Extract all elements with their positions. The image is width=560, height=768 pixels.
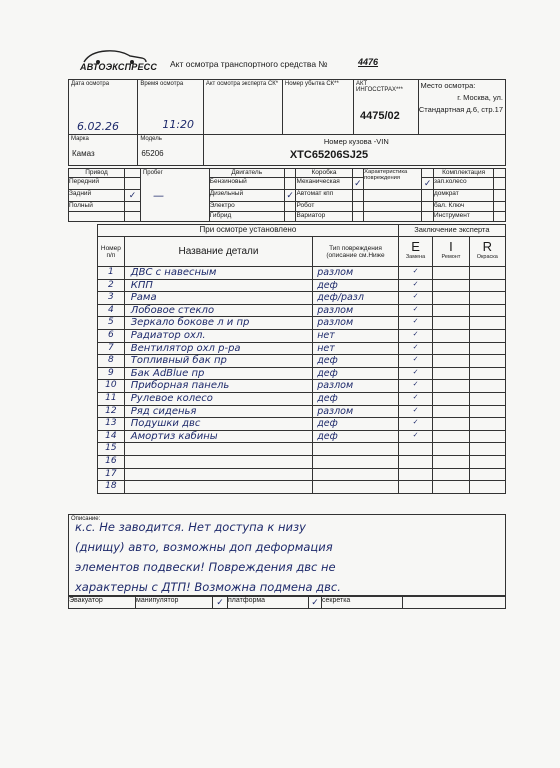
- description-table: [68, 514, 506, 596]
- repair-mark: [433, 418, 469, 431]
- paint-mark: [469, 430, 505, 443]
- table-row: [98, 267, 506, 280]
- repair-mark: [433, 279, 469, 292]
- parts-table: При осмотре установлено Заключение эксперта Номер п/п Название детали Тип повреждения (описание см.Ниже E Замена I Ремонт R Окраска 1 ДВС с навесным разлом ✓ 2 КПП деф ✓ 3 Рама деф/разл ✓ 4 Лобовое стекло разлом ✓ 5 Зеркало бокове л и пр разлом ✓ 6 Радиатор охл. нет ✓ 7 Вентилятор охл р-ра нет ✓ 8 Топливный бак пр деф ✓ 9 Бак AdBlue пр деф ✓ 10 Приборная панель разлом ✓ 11 Рулевое колесо деф ✓ 12 Ряд сиденья разлом ✓ 13 Подушки двс деф ✓ 14 Амортиз кабины деф ✓ 15 16 17 18: [97, 224, 506, 494]
- repair-mark: [433, 329, 469, 342]
- expert-act-cell: Акт осмотра эксперта СК*: [203, 80, 282, 135]
- paint-mark: [469, 481, 505, 494]
- repair-mark: [433, 468, 469, 481]
- paint-mark: [469, 342, 505, 355]
- repair-mark: [433, 304, 469, 317]
- ingos-act-cell: АКТ ИНГОССТРАХ*** 4475/02: [354, 80, 419, 135]
- repair-mark: [433, 380, 469, 393]
- act-number: 4476: [358, 57, 379, 67]
- replace-mark: ✓: [398, 342, 432, 355]
- table-row: [98, 418, 506, 431]
- table-row: [98, 304, 506, 317]
- model-cell: Модель 65206: [138, 135, 204, 166]
- table-row: [98, 342, 506, 355]
- repair-mark: [433, 267, 469, 280]
- damage-type: деф: [313, 355, 399, 368]
- inspection-title: При осмотре установлено: [98, 225, 399, 237]
- damage-type: [313, 443, 399, 456]
- table-row: [98, 443, 506, 456]
- paint-mark: [469, 392, 505, 405]
- table-row: [98, 481, 506, 494]
- damage-type: деф: [313, 418, 399, 431]
- part-number: 2: [98, 279, 125, 292]
- part-name: [124, 481, 312, 494]
- damage-type: нет: [313, 329, 399, 342]
- part-name: Ряд сиденья: [124, 405, 312, 418]
- part-number: 18: [98, 481, 125, 494]
- logo-text: АВТОЭКСПРЕСС: [80, 62, 158, 72]
- description-line-1: к.с. Не заводится. Нет доступа к низу: [75, 520, 306, 534]
- repair-mark: [433, 430, 469, 443]
- paint-mark: [469, 329, 505, 342]
- date-cell: Дата осмотра 6.02.26: [69, 80, 138, 135]
- part-number: 15: [98, 443, 125, 456]
- date-value: 6.02.26: [77, 120, 119, 133]
- part-name: [124, 443, 312, 456]
- part-number: 14: [98, 430, 125, 443]
- replace-mark: ✓: [398, 418, 432, 431]
- replace-mark: ✓: [398, 430, 432, 443]
- part-name: КПП: [124, 279, 312, 292]
- vin-cell: Номер кузова -VIN XTC65206SJ25: [203, 135, 505, 166]
- table-row: [98, 367, 506, 380]
- part-number: 13: [98, 418, 125, 431]
- table-row: [98, 279, 506, 292]
- paint-mark: [469, 468, 505, 481]
- part-number: 17: [98, 468, 125, 481]
- paint-mark: [469, 267, 505, 280]
- paint-mark: [469, 279, 505, 292]
- part-name: ДВС с навесным: [124, 267, 312, 280]
- damage-type: деф: [313, 279, 399, 292]
- paint-mark: [469, 455, 505, 468]
- damage-type: [313, 455, 399, 468]
- conclusion-title: Заключение эксперта: [398, 225, 505, 237]
- description-line-3: элементов подвески! Повреждения двс не: [75, 560, 336, 574]
- footer-table: Эвакуатор манипулятор ✓ платформа ✓ секретка: [68, 596, 506, 609]
- replace-mark: ✓: [398, 279, 432, 292]
- paint-mark: [469, 367, 505, 380]
- paint-mark: [469, 317, 505, 330]
- location-cell: Место осмотра: г. Москва, ул. Стандартная д.6, стр.17: [418, 80, 505, 135]
- table-row: [98, 355, 506, 368]
- repair-mark: [433, 342, 469, 355]
- table-row: [98, 430, 506, 443]
- part-number: 6: [98, 329, 125, 342]
- replace-mark: [398, 468, 432, 481]
- repair-mark: [433, 481, 469, 494]
- act-title: Акт осмотра транспортного средства №: [170, 59, 328, 69]
- repair-mark: [433, 317, 469, 330]
- replace-mark: ✓: [398, 355, 432, 368]
- vin-value: XTC65206SJ25: [289, 149, 369, 161]
- repair-mark: [433, 292, 469, 305]
- part-name: [124, 455, 312, 468]
- part-name: Подушки двс: [124, 418, 312, 431]
- replace-mark: ✓: [398, 405, 432, 418]
- table-row: [98, 380, 506, 393]
- damage-type: разлом: [313, 267, 399, 280]
- part-number: 8: [98, 355, 125, 368]
- replace-mark: ✓: [398, 304, 432, 317]
- part-number: 7: [98, 342, 125, 355]
- paint-mark: [469, 304, 505, 317]
- part-number: 10: [98, 380, 125, 393]
- part-name: Приборная панель: [124, 380, 312, 393]
- description-line-4: характерны с ДТП! Возможна подмена двс.: [75, 580, 341, 594]
- damage-type: [313, 481, 399, 494]
- paint-mark: [469, 355, 505, 368]
- part-number: 9: [98, 367, 125, 380]
- paint-mark: [469, 443, 505, 456]
- damage-type: разлом: [313, 380, 399, 393]
- paint-mark: [469, 418, 505, 431]
- part-name: Зеркало бокове л и пр: [124, 317, 312, 330]
- time-value: 11:20: [162, 118, 195, 131]
- part-name: Бак AdBlue пр: [124, 367, 312, 380]
- damage-type: деф: [313, 367, 399, 380]
- part-number: 4: [98, 304, 125, 317]
- part-name: Вентилятор охл р-ра: [124, 342, 312, 355]
- replace-mark: [398, 455, 432, 468]
- model-value: 65206: [141, 149, 164, 158]
- repair-mark: [433, 392, 469, 405]
- part-name: Амортиз кабины: [124, 430, 312, 443]
- part-number: 1: [98, 267, 125, 280]
- part-name: [124, 468, 312, 481]
- table-row: [98, 329, 506, 342]
- part-number: 5: [98, 317, 125, 330]
- part-number: 12: [98, 405, 125, 418]
- repair-mark: [433, 405, 469, 418]
- damage-type: разлом: [313, 317, 399, 330]
- repair-mark: [433, 355, 469, 368]
- repair-mark: [433, 455, 469, 468]
- replace-mark: ✓: [398, 367, 432, 380]
- location-value: г. Москва, ул. Стандартная д.6, стр.17: [418, 93, 503, 114]
- ingos-act-value: 4475/02: [360, 110, 400, 122]
- make-value: Камаз: [72, 149, 95, 158]
- replace-mark: ✓: [398, 380, 432, 393]
- part-number: 3: [98, 292, 125, 305]
- replace-mark: ✓: [398, 317, 432, 330]
- table-row: [98, 405, 506, 418]
- table-row: [98, 455, 506, 468]
- part-name: Топливный бак пр: [124, 355, 312, 368]
- mileage-cell: Пробег —: [140, 169, 209, 222]
- damage-type: деф: [313, 430, 399, 443]
- part-name: Рулевое колесо: [124, 392, 312, 405]
- table-row: [98, 317, 506, 330]
- replace-mark: [398, 481, 432, 494]
- part-name: Лобовое стекло: [124, 304, 312, 317]
- damage-type: разлом: [313, 304, 399, 317]
- damage-type: разлом: [313, 405, 399, 418]
- damage-type: [313, 468, 399, 481]
- top-info-table: [68, 79, 506, 166]
- vehicle-specs-table: Привод Пробег — Двигатель Коробка Характеристика повреждения Комплектация Передний Бензиновый Механическая ✓ ✓ зап.колесо Задний ✓ Дизельный ✓ Автомат кпп домкрат Полный Электро Робот бал. Ключ Гибрид Вариатор Инструмент: [68, 168, 506, 222]
- damage-type: деф/разл: [313, 292, 399, 305]
- replace-mark: ✓: [398, 392, 432, 405]
- description-cell: Описание: к.с. Не заводится. Нет доступа к низу (днищу) авто, возможны доп деформация элементов подвески! Повреждения двс не характерны с ДТП! Возможна подмена двс.: [69, 515, 506, 596]
- make-cell: Марка Камаз: [69, 135, 138, 166]
- paint-mark: [469, 405, 505, 418]
- part-name: Рама: [124, 292, 312, 305]
- table-row: [98, 468, 506, 481]
- company-logo: [80, 48, 158, 74]
- description-line-2: (днищу) авто, возможны доп деформация: [75, 540, 333, 554]
- paint-mark: [469, 292, 505, 305]
- repair-mark: [433, 367, 469, 380]
- paint-mark: [469, 380, 505, 393]
- table-row: [98, 292, 506, 305]
- replace-mark: [398, 443, 432, 456]
- part-number: 11: [98, 392, 125, 405]
- replace-mark: ✓: [398, 329, 432, 342]
- table-row: [98, 392, 506, 405]
- replace-mark: ✓: [398, 292, 432, 305]
- replace-mark: ✓: [398, 267, 432, 280]
- damage-type: деф: [313, 392, 399, 405]
- repair-mark: [433, 443, 469, 456]
- time-cell: Время осмотра 11:20: [138, 80, 204, 135]
- loss-number-cell: Номер убытка СК**: [282, 80, 353, 135]
- part-number: 16: [98, 455, 125, 468]
- damage-type: нет: [313, 342, 399, 355]
- part-name: Радиатор охл.: [124, 329, 312, 342]
